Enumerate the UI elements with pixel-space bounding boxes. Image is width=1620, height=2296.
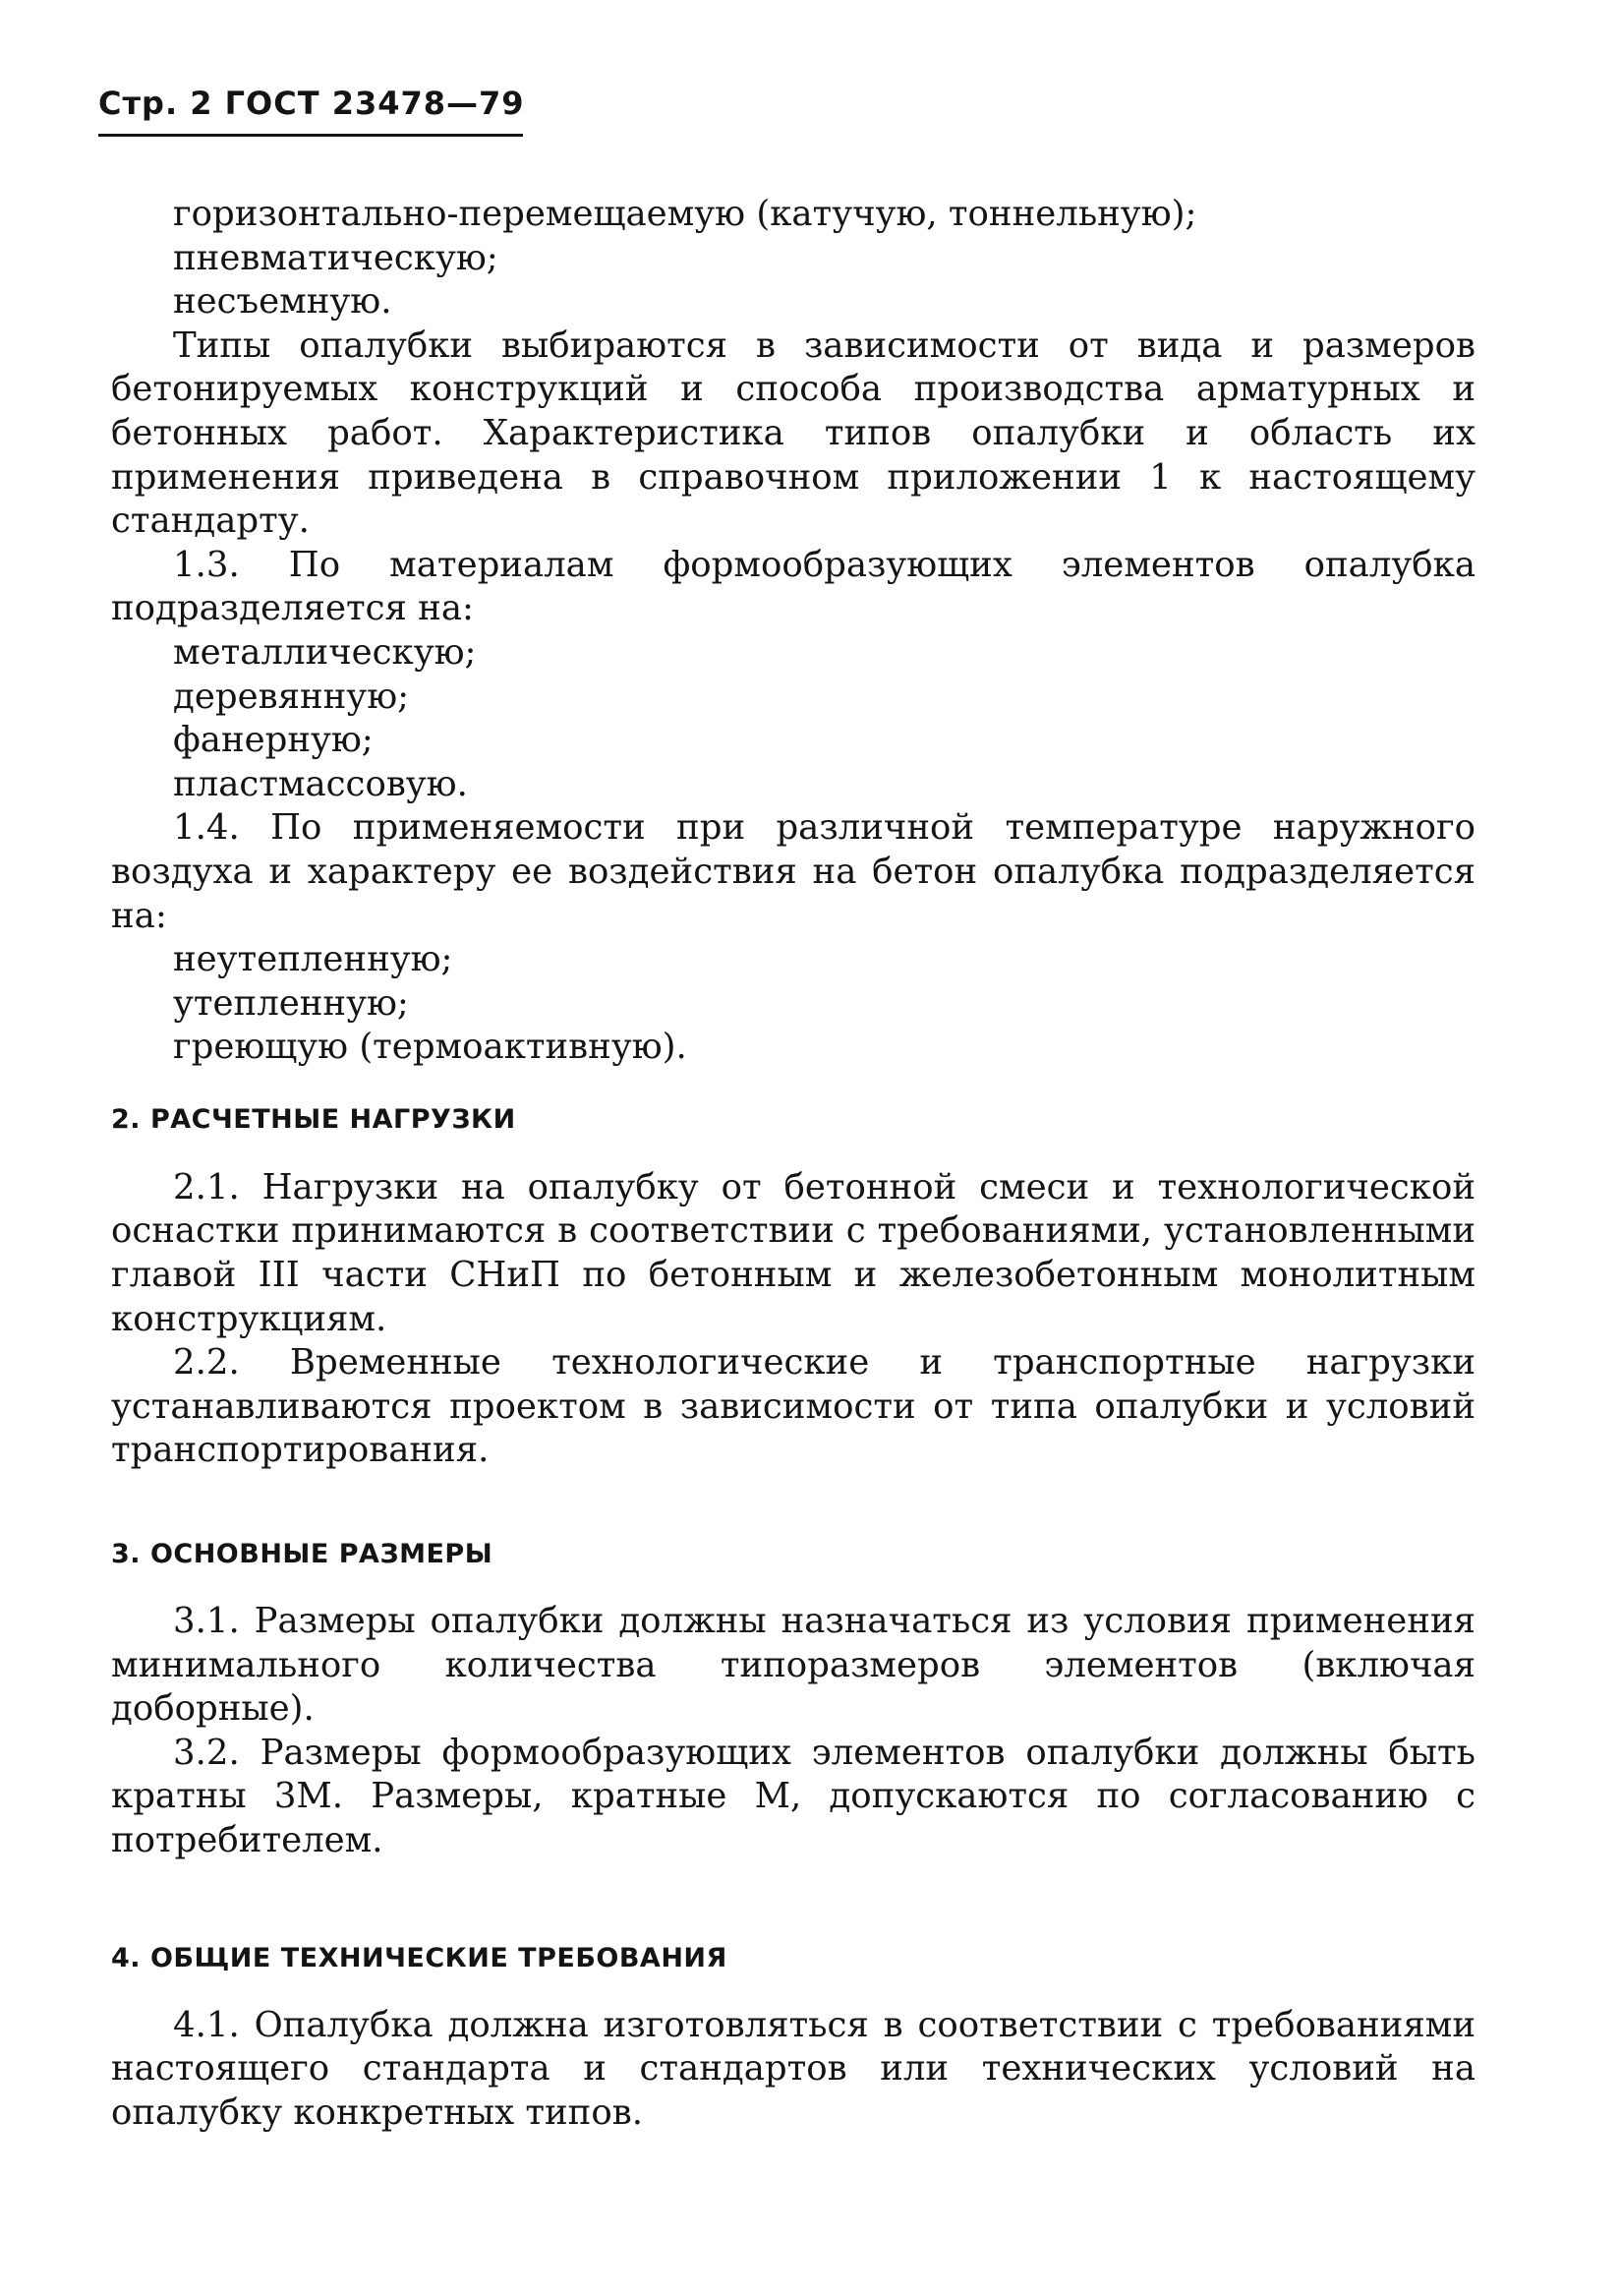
- section-heading-4: 4. ОБЩИЕ ТЕХНИЧЕСКИЕ ТРЕБОВАНИЯ: [111, 1942, 727, 1973]
- list-item: фанерную;: [173, 720, 374, 761]
- section-heading-2: 2. РАСЧЕТНЫЕ НАГРУЗКИ: [111, 1103, 516, 1135]
- clause-4-1: 4.1. Опалубка должна изготовляться в соответствии с требованиями настоящего стандарта и стандартов или технических условий на опалубку конкретных типов.: [111, 2004, 1475, 2133]
- document-body: [111, 193, 1475, 2135]
- list-item: несъемную.: [173, 281, 392, 323]
- clause-3-2: 3.2. Размеры формообразующих элементов опалубки должны быть кратны 3М. Размеры, кратные М, допускаются по согласованию с потребителем.: [111, 1732, 1475, 1860]
- list-item: греющую (термоактивную).: [173, 1027, 687, 1068]
- list-item: деревянную;: [173, 676, 410, 717]
- list-item: пневматическую;: [173, 237, 498, 278]
- clause-1-4: 1.4. По применяемости при различной температуре наружного воздуха и характеру ее воздействия на бетон опалубка подразделяется на:: [111, 807, 1475, 936]
- clause-2-1: 2.1. Нагрузки на опалубку от бетонной смеси и технологической оснастки принимаются в соответствии с требованиями, установленными главой III части СНиП по бетонным и железобетонным монолитным конструкциям.: [111, 1166, 1475, 1339]
- clause-3-1: 3.1. Размеры опалубки должны назначаться из условия применения минимального количества типоразмеров элементов (включая доборные).: [111, 1601, 1475, 1730]
- running-header: Стр. 2 ГОСТ 23478—79: [98, 85, 525, 122]
- list-item: неутепленную;: [173, 939, 453, 980]
- list-item: металлическую;: [173, 631, 477, 673]
- clause-2-2: 2.2. Временные технологические и транспортные нагрузки устанавливаются проектом в зависимости от типа опалубки и условий транспортирования.: [111, 1342, 1475, 1471]
- section-heading-3: 3. ОСНОВНЫЕ РАЗМЕРЫ: [111, 1539, 493, 1570]
- list-item: горизонтально-перемещаемую (катучую, тоннельную);: [173, 194, 1197, 234]
- clause-1-3: 1.3. По материалам формообразующих элементов опалубка подразделяется на:: [111, 544, 1475, 629]
- list-item: пластмассовую.: [173, 763, 468, 804]
- header-rule: [98, 134, 523, 137]
- list-item: утепленную;: [173, 982, 409, 1024]
- paragraph-formwork-types: Типы опалубки выбираются в зависимости от вида и размеров бетонируемых конструкций и способа производства арматурных и бетонных работ. Характеристика типов опалубки и область их применения приведена в справочном приложении 1 к настоящему стандарту.: [111, 324, 1475, 542]
